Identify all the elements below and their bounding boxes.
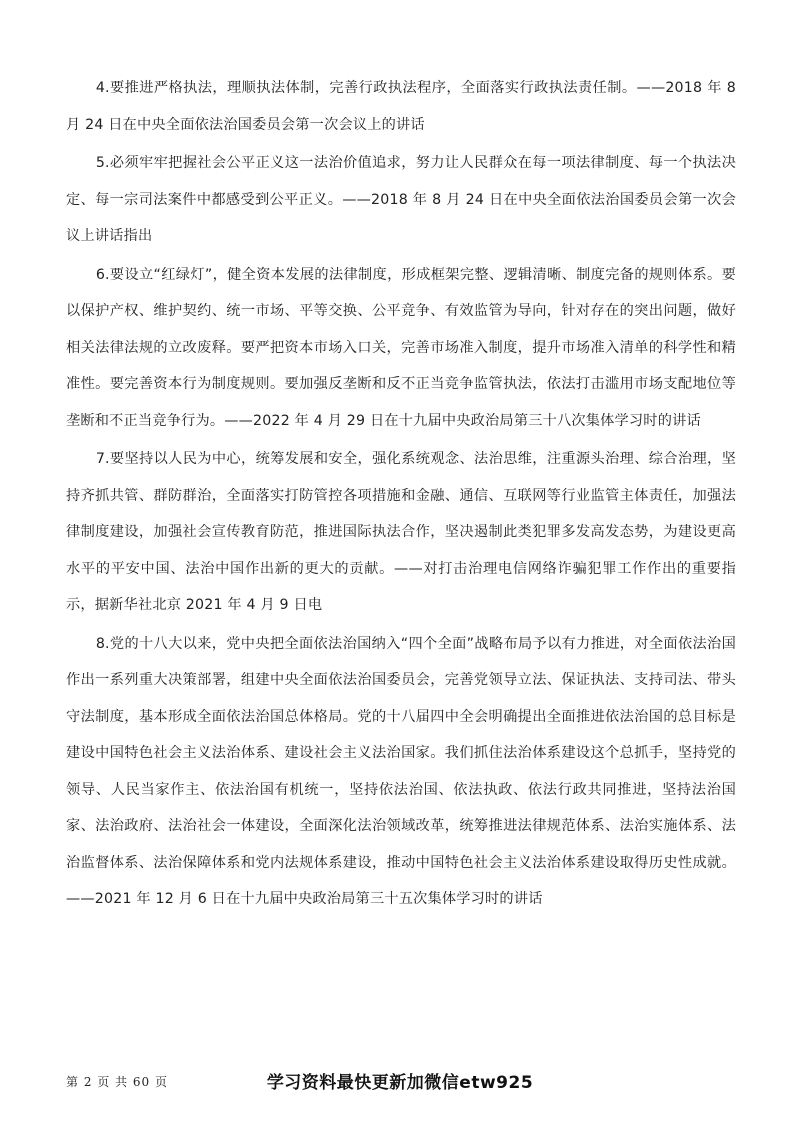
- paragraph-item-5: 5.必须牢牢把握社会公平正义这一法治价值追求，努力让人民群众在每一项法律制度、每一个执法决定、每一宗司法案件中都感受到公平正义。——2018 年 8 月 24 日在中央全面依法治国委员会第一次会议上讲话指出: [66, 155, 736, 244]
- paragraph-item-4: 4.要推进严格执法，理顺执法体制，完善行政执法程序，全面落实行政执法责任制。——2018 年 8 月 24 日在中央全面依法治国委员会第一次会议上的讲话: [66, 80, 736, 133]
- paragraph-item-8: 8.党的十八大以来，党中央把全面依法治国纳入“四个全面”战略布局予以有力推进，对全面依法治国作出一系列重大决策部署，组建中央全面依法治国委员会，完善党领导立法、保证执法、支持司法、带头守法制度，基本形成全面依法治国总体格局。党的十八届四中全会明确提出全面推进依法治国的总目标是建设中国特色社会主义法治体系、建设社会主义法治国家。我们抓住法治体系建设这个总抓手，坚持党的领导、人民当家作主、依法治国有机统一，坚持依法治国、依法执政、依法行政共同推进，坚持法治国家、法治政府、法治社会一体建设，全面深化法治领域改革，统筹推进法律规范体系、法治实施体系、法治监督体系、法治保障体系和党内法规体系建设，推动中国特色社会主义法治体系建设取得历史性成就。——2021 年 12 月 6 日在十九届中央政治局第三十五次集体学习时的讲话: [66, 635, 736, 907]
- footer-note: 学习资料最快更新加微信etw925: [266, 1073, 534, 1093]
- page-number: 第 2 页 共 60 页: [66, 1075, 168, 1089]
- paragraph-item-7: 7.要坚持以人民为中心，统筹发展和安全，强化系统观念、法治思维，注重源头治理、综合治理，坚持齐抓共管、群防群治，全面落实打防管控各项措施和金融、通信、互联网等行业监管主体责任，加强法律制度建设，加强社会宣传教育防范，推进国际执法合作，坚决遏制此类犯罪多发高发态势，为建设更高水平的平安中国、法治中国作出新的更大的贡献。——对打击治理电信网络诈骗犯罪工作作出的重要指示，据新华社北京 2021 年 4 月 9 日电: [66, 451, 736, 613]
- document-body: [66, 70, 736, 920]
- paragraph-item-6: 6.要设立“红绿灯”，健全资本发展的法律制度，形成框架完整、逻辑清晰、制度完备的规则体系。要以保护产权、维护契约、统一市场、平等交换、公平竞争、有效监管为导向，针对存在的突出问题，做好相关法律法规的立改废释。要严把资本市场入口关，完善市场准入制度，提升市场准入清单的科学性和精准性。要完善资本行为制度规则。要加强反垄断和反不正当竞争监管执法，依法打击滥用市场支配地位等垄断和不正当竞争行为。——2022 年 4 月 29 日在十九届中央政治局第三十八次集体学习时的讲话: [66, 266, 736, 429]
